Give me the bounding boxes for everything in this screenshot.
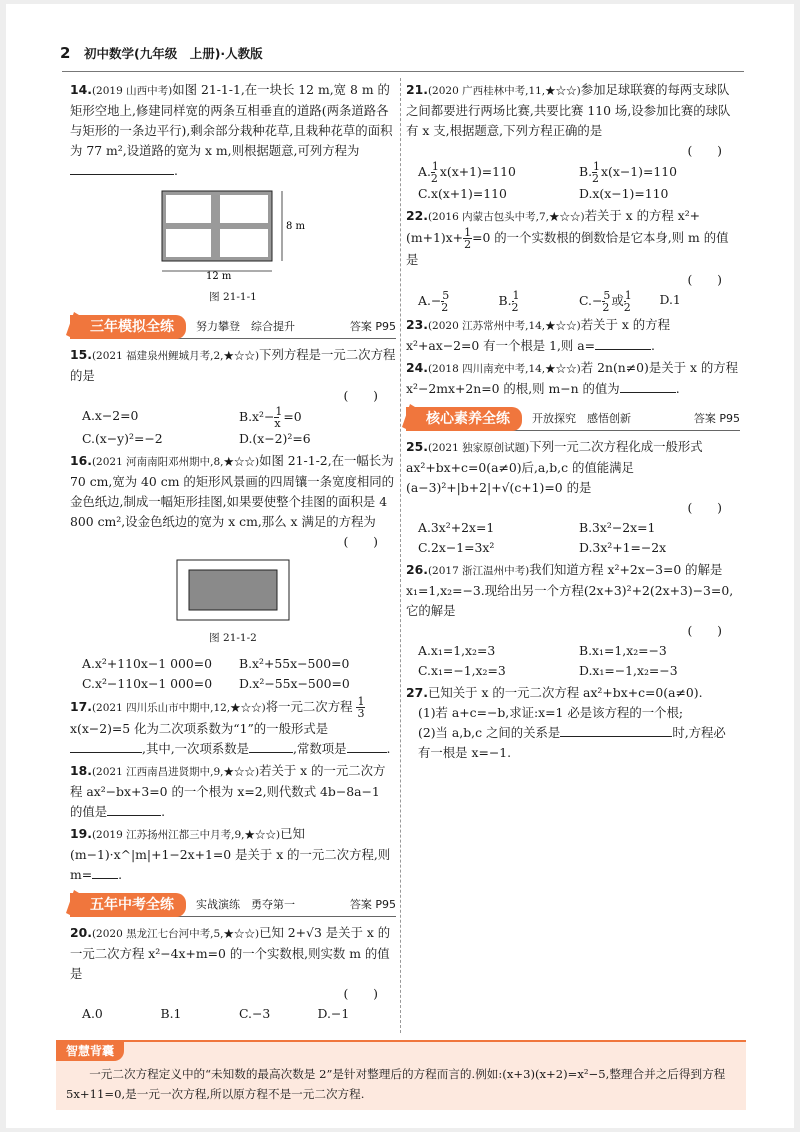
option-d[interactable]: D.x(x−1)=110 <box>579 186 669 201</box>
option-c[interactable]: C.−3 <box>239 1006 271 1021</box>
option-a[interactable]: A.x−2=0 <box>82 408 139 423</box>
answer-blank[interactable] <box>70 739 142 753</box>
question-19: 19.(2019 江苏扬州江都三中月考,9,★☆☆)已知(m−1)·x^|m|+1−2x+1=0 是关于 x 的一元二次方程,则 m= . <box>70 826 391 882</box>
framed-painting-diagram <box>175 558 291 622</box>
option-a[interactable]: A.3x²+2x=1 <box>418 520 495 535</box>
option-d[interactable]: D.−1 <box>317 1006 350 1021</box>
question-18: 18.(2021 江西南昌进贤期中,9,★☆☆)若关于 x 的一元二次方程 ax²−bx+3=0 的一个根为 x=2,则代数式 4b−8a−1 的值是 . <box>70 763 386 819</box>
question-14: 14.(2019 山西中考)如图 21-1-1,在一块长 12 m,宽 8 m 的矩形空地上,修建同样宽的两条互相垂直的道路(两条道路各与矩形的一条边平行),剩余部分栽种花草,且栽种花草的面积为 77 m²,设道路的宽为 x m,则根据题意,可列方程为. 8 m 12 m 图 21-1-1 <box>70 80 396 307</box>
question-17: 17.(2021 四川乐山市中期中,12,★☆☆)将一元二次方程 $\frac{1}{3}$ x(x−2)=5 化为二次项系数为“1”的一般形式是 ,其中,一次项系数是 ,常数项是 . <box>70 695 391 756</box>
left-column <box>70 80 396 1026</box>
option-d[interactable]: D.1 <box>659 292 681 307</box>
question-20: 20.(2020 黑龙江七台河中考,5,★☆☆)已知 2+√3 是关于 x 的一元二次方程 x²−4x+m=0 的一个实数根,则实数 m 的值是 ( ) A.0 B.1 C.−3 D.−1 <box>70 923 396 1024</box>
question-21: 21.(2020 广西桂林中考,11,★☆☆)参加足球联赛的每两支球队之间都要进行两场比赛,共要比赛 110 场,设参加比赛的球队有 x 支,根据题意,下列方程正确的是 ( ) A. $\frac{1}{2}$ x(x+1)=110 B. $\frac{1}{2}$ x(x−1)=110 C.x(x+1)=110 D.x(x−1)=110 <box>406 80 740 204</box>
question-22: 22.(2016 内蒙古包头中考,7,★☆☆)若关于 x 的方程 x²+(m+1)x+ $\frac{1}{2}$ =0 的一个实数根的倒数恰是它本身,则 m 的值是 ( ) A.− $\frac{5}{2}$ B. $\frac{1}{2}$ C.− $\frac{5}{2}$ 或 $\frac{1}{2}$ D.1 <box>406 206 740 313</box>
option-b[interactable]: B.1 <box>160 1006 182 1021</box>
option-a[interactable]: A.0 <box>82 1006 103 1021</box>
options <box>406 161 740 204</box>
option-c[interactable]: C.x²−110x−1 000=0 <box>82 676 213 691</box>
answer-blank[interactable] <box>92 865 118 879</box>
answer-blank[interactable] <box>595 336 651 350</box>
option-c[interactable]: C.− $\frac{5}{2}$ 或 $\frac{1}{2}$ <box>579 289 632 314</box>
options <box>70 654 396 694</box>
answer-blank[interactable] <box>347 739 387 753</box>
banner-title: 核心素养全练 <box>406 407 522 431</box>
figure-21-1-1 <box>70 187 396 307</box>
fig-width-label: 12 m <box>206 271 232 281</box>
option-b[interactable]: B. $\frac{1}{2}$ <box>498 289 520 314</box>
figure-21-1-2 <box>70 558 396 648</box>
page-number: 2 <box>60 44 71 62</box>
options <box>70 1004 396 1024</box>
section-banner-core-literacy <box>406 407 740 431</box>
question-23: 23.(2020 江苏常州中考,14,★☆☆)若关于 x 的方程 x²+ax−2=0 有一个根是 1,则 a= . <box>406 317 670 353</box>
column-divider <box>400 78 401 1033</box>
tip-title: 智慧背囊 <box>56 1040 124 1061</box>
book-title: 初中数学(九年级 上册)·人教版 <box>84 46 263 61</box>
right-column <box>406 80 740 765</box>
fraction: $\frac{1}{3}$ <box>357 695 365 720</box>
banner-subtitle: 努力攀登 综合提升 <box>196 319 295 333</box>
option-a[interactable]: A.− $\frac{5}{2}$ <box>418 289 450 314</box>
question-26: 26.(2017 浙江温州中考)我们知道方程 x²+2x−3=0 的解是x₁=1,x₂=−3.现给出另一个方程(2x+3)²+2(2x+3)−3=0,它的解是 ( ) A.x₁=1,x₂=3 B.x₁=1,x₂=−3 C.x₁=−1,x₂=3 D.x₁=−1,x₂=−3 <box>406 560 740 681</box>
option-c[interactable]: C.x₁=−1,x₂=3 <box>418 663 506 678</box>
option-c[interactable]: C.x(x+1)=110 <box>418 186 507 201</box>
section-banner-three-year <box>70 315 396 339</box>
option-b[interactable]: B.x²+55x−500=0 <box>239 656 350 671</box>
option-a[interactable]: A.x₁=1,x₂=3 <box>418 643 496 658</box>
question-15: 15.(2021 福建泉州鲤城月考,2,★☆☆)下列方程是一元二次方程的是 ( ) A.x−2=0 B.x²− $\frac{1}{x}$ =0 C.(x−y)²=−2 D.(x−2)²=6 <box>70 345 396 449</box>
option-d[interactable]: D.3x²+1=−2x <box>579 540 667 555</box>
banner-title: 五年中考全练 <box>70 893 186 917</box>
option-b[interactable]: B.3x²−2x=1 <box>579 520 656 535</box>
answer-blank[interactable] <box>70 161 174 175</box>
tip-text: 一元二次方程定义中的“未知数的最高次数是 2”是针对整理后的方程而言的.例如:(x+3)(x+2)=x²−5,整理合并之后得到方程 5x+11=0,是一元一次方程,所以原方程不是一元二次方程. <box>66 1067 726 1101</box>
option-a[interactable]: A.x²+110x−1 000=0 <box>82 656 212 671</box>
banner-answer-ref: 答案 P95 <box>349 319 396 333</box>
option-b[interactable]: B.x₁=1,x₂=−3 <box>579 643 667 658</box>
answer-blank[interactable] <box>249 739 293 753</box>
option-b[interactable]: B. $\frac{1}{2}$ x(x−1)=110 <box>579 160 677 185</box>
banner-title: 三年模拟全练 <box>70 315 186 339</box>
header-rule <box>62 71 744 72</box>
section-banner-five-year <box>70 893 396 917</box>
question-16: 16.(2021 河南南阳邓州期中,8,★☆☆)如图 21-1-2,在一幅长为 70 cm,宽为 40 cm 的矩形风景画的四周镶一条宽度相同的金色纸边,制成一幅矩形挂图,如果要使整个挂图的面积是 4 800 cm²,设金色纸边的宽为 x cm,那么 x 满足的方程为 ( ) 图 21-1-2 A.x²+110x−1 000=0 B.x²+55x−500=0 C.x²−110x−1 000=0 D.x²−55x−500=0 <box>70 451 396 694</box>
options <box>406 290 740 313</box>
option-c[interactable]: C.2x−1=3x² <box>418 540 495 555</box>
answer-blank[interactable] <box>560 723 672 737</box>
option-c[interactable]: C.(x−y)²=−2 <box>82 431 163 446</box>
answer-blank[interactable] <box>107 802 161 816</box>
fig-height-label: 8 m <box>286 221 306 232</box>
question-25: 25.(2021 独家原创试题)下列一元二次方程化成一般形式 ax²+bx+c=0(a≠0)后,a,b,c 的值能满足(a−3)²+|b+2|+√(c+1)=0 的是 ( ) A.3x²+2x=1 B.3x²−2x=1 C.2x−1=3x² D.3x²+1=−2x <box>406 437 740 558</box>
wisdom-tip-box <box>56 1040 746 1110</box>
banner-subtitle: 开放探究 感悟创新 <box>532 411 631 425</box>
question-24: 24.(2018 四川南充中考,14,★☆☆)若 2n(n≠0)是关于 x 的方程 x²−2mx+2n=0 的根,则 m−n 的值为 . <box>406 360 739 396</box>
option-d[interactable]: D.x₁=−1,x₂=−3 <box>579 663 678 678</box>
option-b[interactable]: B.x²− $\frac{1}{x}$ =0 <box>239 405 302 430</box>
banner-answer-ref: 答案 P95 <box>349 897 396 911</box>
option-a[interactable]: A. $\frac{1}{2}$ x(x+1)=110 <box>418 160 516 185</box>
options <box>70 406 396 449</box>
figure-caption: 图 21-1-1 <box>209 291 257 303</box>
option-d[interactable]: D.x²−55x−500=0 <box>239 676 350 691</box>
figure-caption: 图 21-1-2 <box>209 632 257 644</box>
banner-subtitle: 实战演练 勇夺第一 <box>196 897 295 911</box>
answer-blank[interactable] <box>620 379 676 393</box>
options <box>406 641 740 681</box>
option-d[interactable]: D.(x−2)²=6 <box>239 431 311 446</box>
question-27: 27.已知关于 x 的一元二次方程 ax²+bx+c=0(a≠0). (1)若 a+c=−b,求证:x=1 必是该方程的一个根; (2)当 a,b,c 之间的关系是 时,方程必有一根是 x=−1. <box>406 685 726 760</box>
banner-answer-ref: 答案 P95 <box>693 411 740 425</box>
options <box>406 518 740 558</box>
road-diagram <box>158 187 308 281</box>
page-header <box>60 44 263 62</box>
